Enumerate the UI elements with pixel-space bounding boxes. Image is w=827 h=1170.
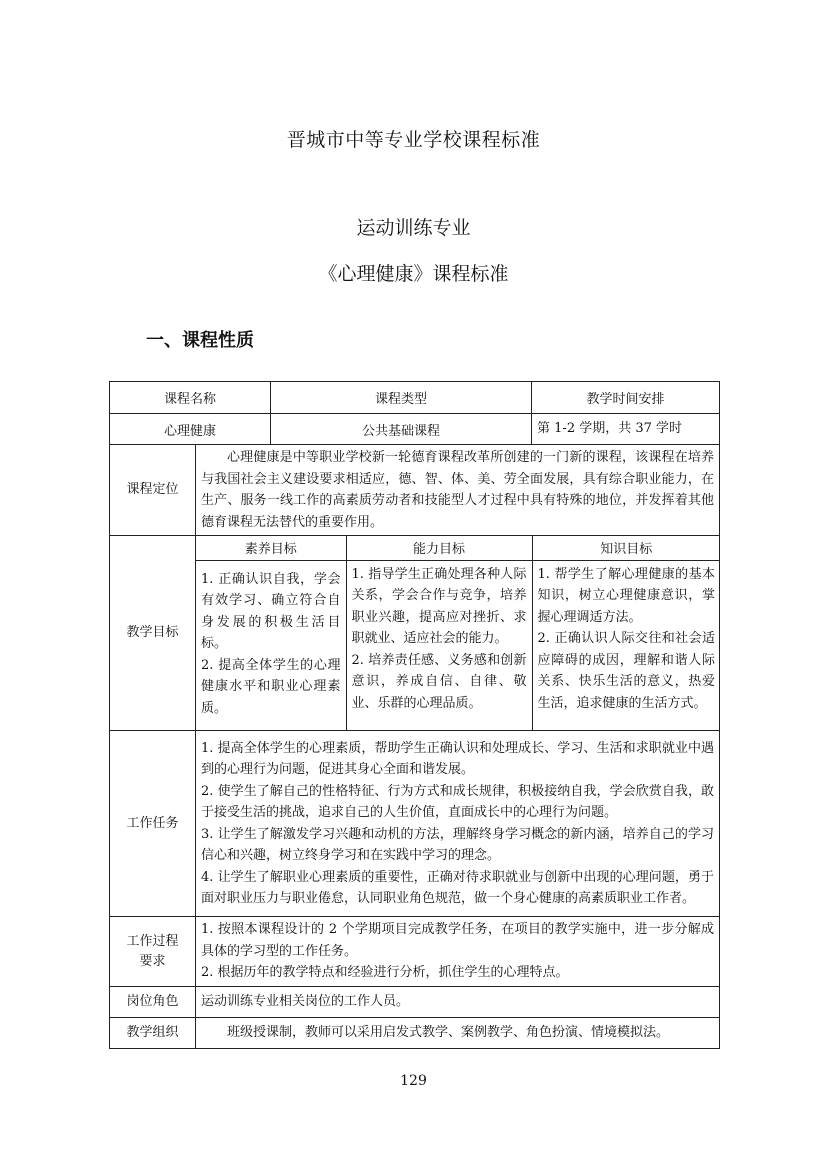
list-item: 2. 提高全体学生的心理健康水平和职业心理素质。 [201, 657, 341, 716]
goals-row [110, 536, 720, 731]
role-row [110, 987, 720, 1018]
header-course-name: 课程名称 [110, 382, 271, 414]
tasks-cell [196, 731, 720, 917]
positioning-text: 心理健康是中等职业学校新一轮德育课程改革所创建的一门新的课程，该课程在培养与我国社会主义建设要求相适应，德、智、体、美、劳全面发展，具有综合职业能力，在生产、服务一线工作的高素质劳动者和技能型人才过程中具有特殊的地位，并发挥着其他德育课程无法替代的重要作用。 [201, 450, 715, 530]
positioning-row [110, 445, 720, 536]
list-item: 2. 使学生了解自己的性格特征、行为方式和成长规律，积极接纳自我，学会欣赏自我，敢于接受生活的挑战，追求自己的人生价值，直面成长中的心理行为问题。 [201, 783, 715, 820]
goals-table [196, 536, 720, 730]
course-info-table [109, 381, 720, 1049]
role-text: 运动训练专业相关岗位的工作人员。 [201, 994, 410, 1010]
goal-col-knowledge [532, 560, 720, 730]
table-value-row [110, 414, 720, 445]
goals-label: 教学目标 [110, 536, 196, 731]
list-item: 2. 培养责任感、义务感和创新意识，养成自信、自律、敬业、乐群的心理品质。 [351, 652, 527, 711]
positioning-cell [196, 445, 720, 536]
goal-header-knowledge: 知识目标 [532, 536, 720, 560]
role-label: 岗位角色 [110, 987, 196, 1018]
header-schedule: 教学时间安排 [532, 382, 720, 414]
role-cell [196, 987, 720, 1018]
section-heading: 一、课程性质 [146, 330, 254, 351]
goal-col-quality [196, 560, 346, 730]
list-item: 1. 帮学生了解心理健康的基本知识，树立心理健康意识，掌握心理调适方法。 [537, 566, 715, 625]
document-title: 晋城市中等专业学校课程标准 [286, 129, 541, 151]
page-number: 129 [400, 1073, 427, 1089]
value-course-type: 公共基础课程 [271, 414, 532, 445]
organization-cell [196, 1018, 720, 1049]
goal-col-ability [346, 560, 532, 730]
header-course-type: 课程类型 [271, 382, 532, 414]
process-cell [196, 917, 720, 987]
table-header-row [110, 382, 720, 414]
goal-header-quality: 素养目标 [196, 536, 346, 560]
value-course-name: 心理健康 [110, 414, 271, 445]
tasks-row [110, 731, 720, 917]
list-item: 1. 正确认识自我，学会有效学习、确立符合自身发展的积极生活目标。 [201, 571, 341, 651]
value-schedule: 第 1-2 学期，共 37 学时 [532, 414, 720, 445]
goals-cell [196, 536, 720, 731]
organization-row [110, 1018, 720, 1049]
list-item: 3. 让学生了解激发学习兴趣和动机的方法，理解终身学习概念的新内涵，培养自己的学习信心和兴趣，树立终身学习和在实践中学习的理念。 [201, 826, 715, 863]
list-item: 1. 按照本课程设计的 2 个学期项目完成教学任务，在项目的教学实施中，进一步分解成具体的学习型的工作任务。 [201, 922, 715, 959]
list-item: 1. 提高全体学生的心理素质，帮助学生正确认识和处理成长、学习、生活和求职就业中遇到的心理行为问题，促进其身心全面和谐发展。 [201, 740, 715, 777]
list-item: 4. 让学生了解职业心理素质的重要性，正确对待求职就业与创新中出现的心理问题，勇于面对职业压力与职业倦怠，认同职业角色规范，做一个身心健康的高素质职业工作者。 [201, 869, 715, 906]
process-row [110, 917, 720, 987]
tasks-label: 工作任务 [110, 731, 196, 917]
organization-label: 教学组织 [110, 1018, 196, 1049]
list-item: 2. 正确认识人际交往和社会适应障碍的成因，理解和谐人际关系、快乐生活的意义，热爱生活，追求健康的生活方式。 [537, 631, 715, 711]
course-title: 《心理健康》课程标准 [318, 263, 509, 285]
organization-text: 班级授课制，教师可以采用启发式教学、案例教学、角色扮演、情境模拟法。 [227, 1025, 670, 1041]
goal-header-ability: 能力目标 [346, 536, 532, 560]
major-title: 运动训练专业 [356, 217, 471, 239]
list-item: 1. 指导学生正确处理各种人际关系，学会合作与竞争，培养职业兴趣，提高应对挫折、求职就业、适应社会的能力。 [351, 566, 527, 646]
list-item: 2. 根据历年的教学特点和经验进行分析，抓住学生的心理特点。 [201, 965, 569, 981]
process-label: 工作过程 要求 [110, 917, 196, 987]
positioning-label: 课程定位 [110, 445, 196, 536]
